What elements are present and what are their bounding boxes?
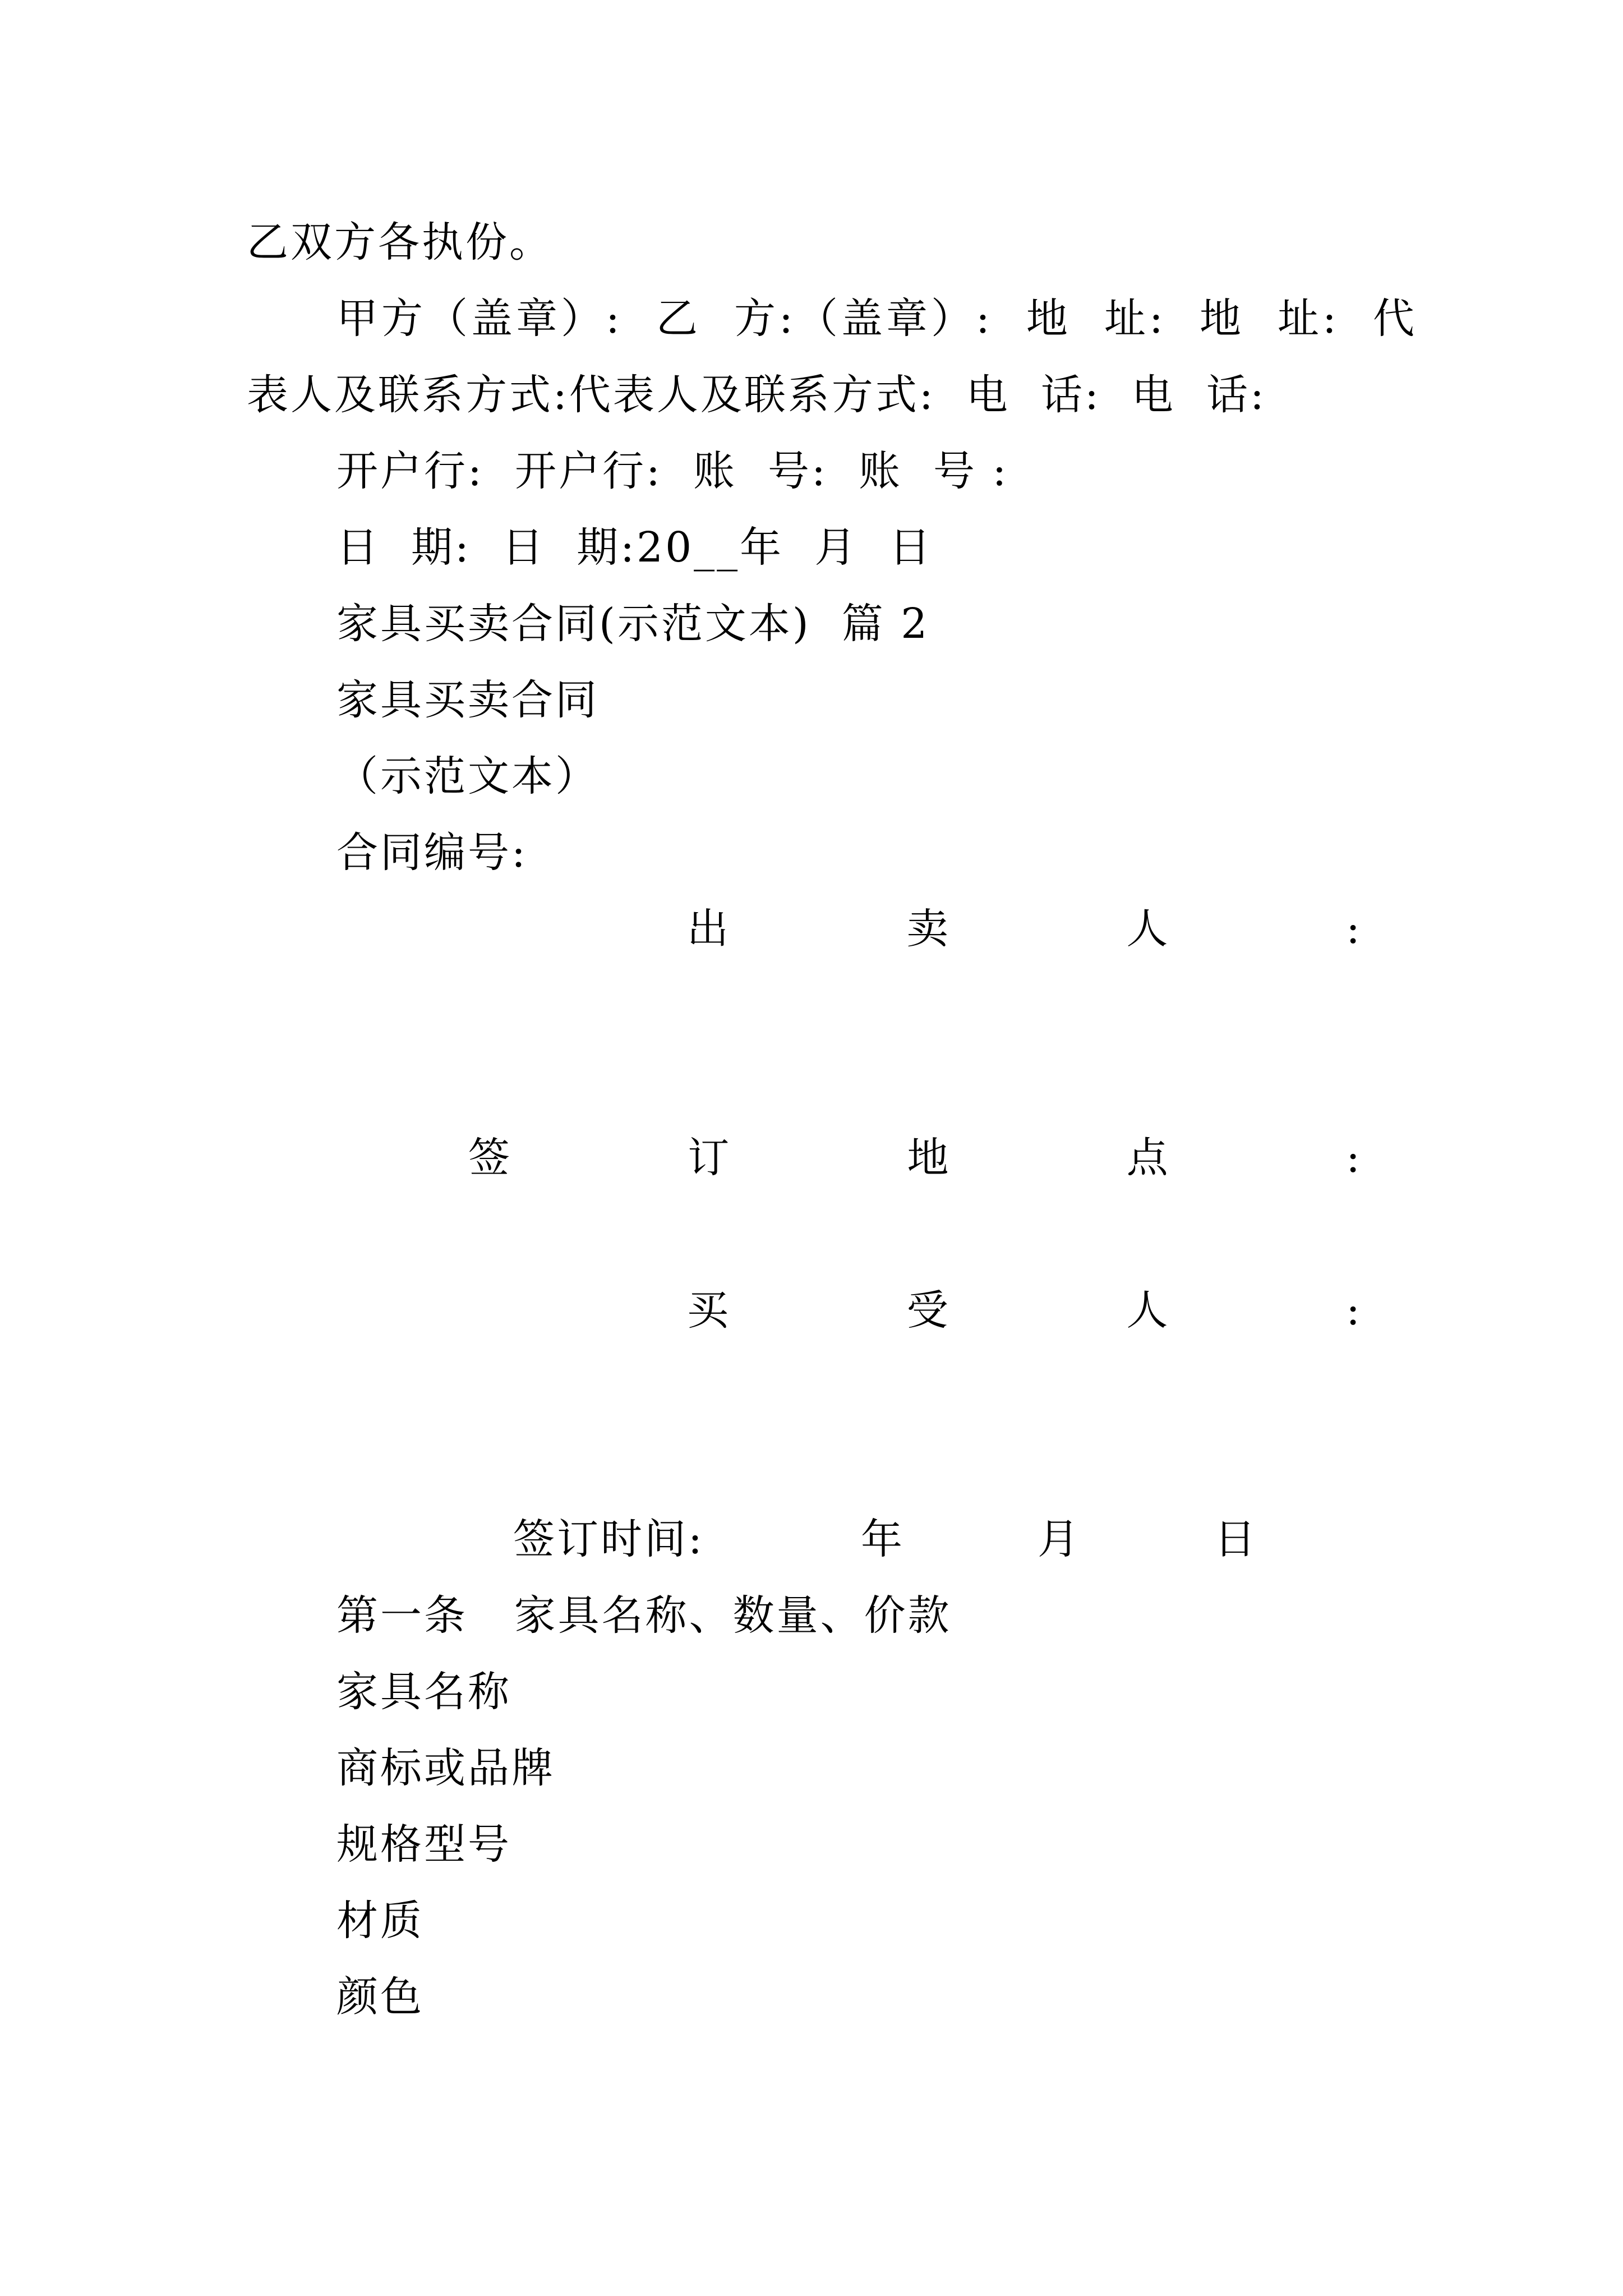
place-char: 签 (468, 1134, 510, 1182)
contract-title: 家具买卖合同 (336, 676, 599, 724)
seller-char: 出 (687, 905, 728, 953)
text-line: 表人及联系方式:代表人及联系方式: 电 话: 电 话: (247, 371, 1266, 419)
buyer-row (687, 1282, 1360, 1338)
field-label: 规格型号 (336, 1820, 511, 1869)
text-line: 日 期: 日 期:20__年 月 日 (336, 523, 933, 572)
place-char: 地 (907, 1134, 949, 1182)
place-colon: : (1346, 1134, 1360, 1182)
contract-number-label: 合同编号: (336, 829, 528, 877)
field-label: 颜色 (336, 1973, 424, 2021)
contract-subtitle: （示范文本） (336, 752, 599, 800)
buyer-char: 人 (1126, 1286, 1168, 1335)
seller-char: 人 (1126, 905, 1168, 953)
sign-time-month: 月 (1038, 1515, 1081, 1563)
field-label: 家具名称 (336, 1668, 511, 1716)
seller-colon: : (1346, 905, 1360, 953)
place-char: 订 (688, 1134, 730, 1182)
text-line: 乙双方各执份。 (247, 218, 553, 266)
sign-time-year: 年 (861, 1515, 905, 1563)
section-heading: 家具买卖合同(示范文本) 篇 2 (336, 600, 930, 648)
sign-time-label: 签订时间: (513, 1515, 704, 1563)
article-heading: 第一条 家具名称、数量、价款 (336, 1591, 952, 1640)
seller-row (687, 901, 1360, 957)
sign-time-day: 日 (1214, 1515, 1258, 1563)
buyer-char: 受 (906, 1286, 948, 1335)
buyer-colon: : (1346, 1286, 1360, 1335)
place-char: 点 (1126, 1134, 1168, 1182)
field-label: 商标或品牌 (336, 1744, 555, 1792)
buyer-char: 买 (687, 1286, 728, 1335)
field-label: 材质 (336, 1897, 424, 1945)
text-line: 甲方（盖章）: 乙 方:（盖章）: 地 址: 地 址: 代 (336, 295, 1418, 343)
text-line: 开户行: 开户行: 账 号: 账 号 : (336, 447, 1009, 495)
seller-char: 卖 (906, 905, 948, 953)
signing-place-row (468, 1130, 1360, 1186)
